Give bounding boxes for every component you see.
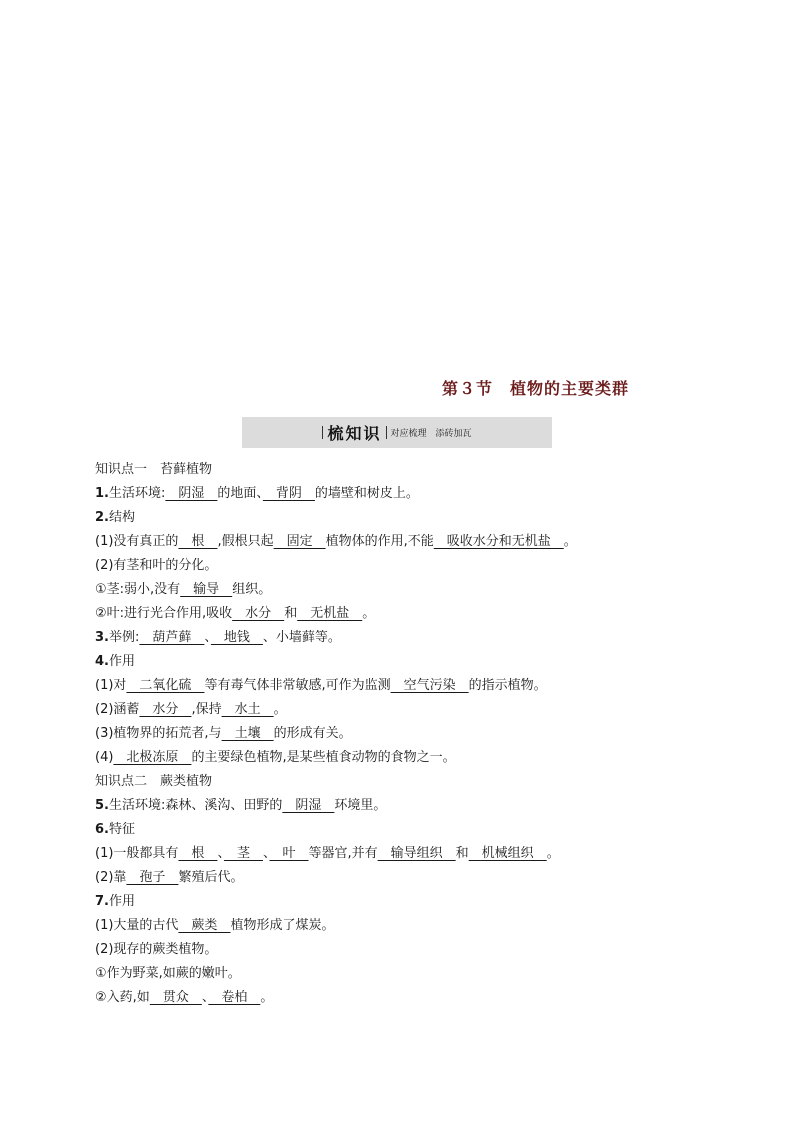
line-text: ①作为野菜,如蕨的嫩叶。 — [95, 966, 241, 981]
line-text: (1)一般都具有 — [95, 846, 179, 861]
answer-blank: 阴湿 — [165, 486, 218, 501]
line-text: (1)对 — [95, 678, 127, 693]
content-line — [95, 506, 735, 530]
line-text: 知识点一 苔藓植物 — [95, 462, 213, 477]
item-number: 3. — [95, 630, 109, 645]
content-line — [95, 698, 735, 722]
content-line — [95, 794, 735, 818]
line-text: 、 — [204, 630, 211, 645]
line-text: 等器官,并有 — [308, 846, 378, 861]
answer-blank: 阴湿 — [282, 798, 335, 813]
content-line — [95, 842, 735, 866]
answer-blank: 无机盐 — [297, 606, 363, 621]
answer-blank: 贯众 — [149, 990, 202, 1005]
banner-left-bar — [322, 426, 323, 439]
answer-blank: 空气污染 — [390, 678, 469, 693]
line-text: (4) — [95, 750, 114, 765]
line-text: 。 — [273, 702, 287, 717]
content-line — [95, 530, 735, 554]
line-text: (1)没有真正的 — [95, 534, 179, 549]
knowledge-content — [95, 458, 735, 1010]
answer-blank: 输导 — [180, 582, 233, 597]
content-line — [95, 770, 735, 794]
content-line — [95, 746, 735, 770]
line-text: (2)靠 — [95, 870, 127, 885]
answer-blank: 蕨类 — [178, 918, 231, 933]
content-line — [95, 890, 735, 914]
item-number: 5. — [95, 798, 109, 813]
answer-blank: 吸收水分和无机盐 — [433, 534, 564, 549]
line-text: 。 — [362, 606, 376, 621]
line-text: ,保持 — [191, 702, 222, 717]
content-line — [95, 578, 735, 602]
line-text: (2)现存的蕨类植物。 — [95, 942, 218, 957]
content-line — [95, 458, 735, 482]
line-text: 和 — [455, 846, 469, 861]
line-text: ,假根只起 — [217, 534, 274, 549]
answer-blank: 葫芦藓 — [139, 630, 205, 645]
content-line — [95, 650, 735, 674]
line-text: 结构 — [108, 510, 135, 525]
banner-subtitle: 对应梳理 添砖加瓦 — [390, 429, 472, 439]
answer-blank: 茎 — [223, 846, 263, 861]
content-line — [95, 482, 735, 506]
line-text: 。 — [563, 534, 577, 549]
content-line — [95, 722, 735, 746]
answer-blank: 叶 — [269, 846, 309, 861]
answer-blank: 根 — [178, 846, 218, 861]
answer-blank: 土壤 — [221, 726, 274, 741]
line-text: 等有毒气体非常敏感,可作为监测 — [204, 678, 391, 693]
answer-blank: 输导组织 — [377, 846, 456, 861]
answer-blank: 固定 — [273, 534, 326, 549]
line-text: 的地面、 — [217, 486, 263, 501]
line-text: 组织。 — [232, 582, 272, 597]
line-text: 特征 — [108, 822, 135, 837]
section-banner — [242, 417, 552, 448]
answer-blank: 孢子 — [126, 870, 179, 885]
answer-blank: 水土 — [221, 702, 274, 717]
answer-blank: 卷柏 — [208, 990, 261, 1005]
chapter-title: 第３节 植物的主要类群 — [442, 379, 630, 398]
answer-blank: 地钱 — [210, 630, 263, 645]
item-number: 2. — [95, 510, 109, 525]
answer-blank: 水分 — [232, 606, 285, 621]
line-text: 繁殖后代。 — [178, 870, 244, 885]
line-text: 、 — [217, 846, 224, 861]
item-number: 1. — [95, 486, 109, 501]
line-text: 。 — [546, 846, 560, 861]
content-line — [95, 818, 735, 842]
line-text: 、小墙藓等。 — [262, 630, 341, 645]
item-number: 6. — [95, 822, 109, 837]
line-text: 的墙壁和树皮上。 — [314, 486, 419, 501]
line-text: 植物形成了煤炭。 — [230, 918, 335, 933]
answer-blank: 水分 — [139, 702, 192, 717]
content-line — [95, 674, 735, 698]
answer-blank: 机械组织 — [468, 846, 547, 861]
item-number: 4. — [95, 654, 109, 669]
line-text: 的主要绿色植物,是某些植食动物的食物之一。 — [191, 750, 456, 765]
line-text: 的指示植物。 — [468, 678, 547, 693]
line-text: 。 — [260, 990, 274, 1005]
line-text: 举例: — [108, 630, 140, 645]
banner-title: 梳知识 — [327, 424, 382, 443]
line-text: (2)涵蓄 — [95, 702, 140, 717]
answer-blank: 二氧化硫 — [126, 678, 205, 693]
line-text: 的形成有关。 — [273, 726, 352, 741]
answer-blank: 背阴 — [262, 486, 315, 501]
content-line — [95, 626, 735, 650]
line-text: 、 — [262, 846, 270, 861]
content-line — [95, 962, 735, 986]
line-text: 生活环境: — [108, 486, 166, 501]
answer-blank: 北极冻原 — [113, 750, 192, 765]
line-text: 作用 — [108, 654, 135, 669]
line-text: 生活环境:森林、溪沟、田野的 — [108, 798, 283, 813]
banner-right-bar — [386, 426, 387, 439]
line-text: 植物体的作用,不能 — [325, 534, 434, 549]
answer-blank: 根 — [178, 534, 218, 549]
content-line — [95, 866, 735, 890]
line-text: 、 — [201, 990, 209, 1005]
line-text: 和 — [284, 606, 298, 621]
line-text: 知识点二 蕨类植物 — [95, 774, 213, 789]
content-line — [95, 938, 735, 962]
content-line — [95, 554, 735, 578]
item-number: 7. — [95, 894, 109, 909]
line-text: ②叶:进行光合作用,吸收 — [95, 606, 233, 621]
line-text: 环境里。 — [334, 798, 387, 813]
content-line — [95, 914, 735, 938]
content-line — [95, 986, 735, 1010]
line-text: 作用 — [108, 894, 135, 909]
line-text: (3)植物界的拓荒者,与 — [95, 726, 222, 741]
line-text: ①茎:弱小,没有 — [95, 582, 181, 597]
content-line — [95, 602, 735, 626]
line-text: (1)大量的古代 — [95, 918, 179, 933]
line-text: ②入药,如 — [95, 990, 150, 1005]
line-text: (2)有茎和叶的分化。 — [95, 558, 218, 573]
